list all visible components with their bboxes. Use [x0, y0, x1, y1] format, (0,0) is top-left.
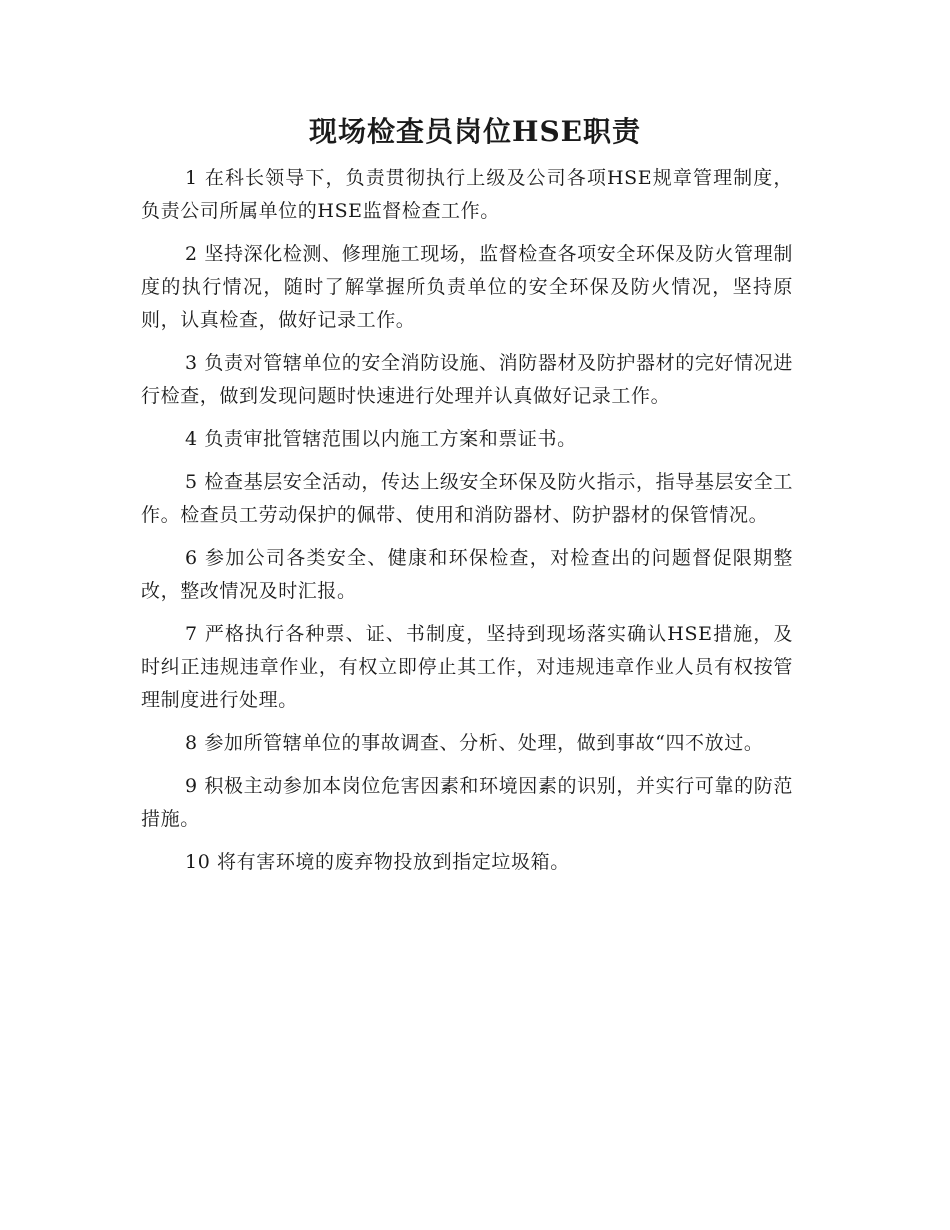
paragraph-9: 9 积极主动参加本岗位危害因素和环境因素的识别，并实行可靠的防范措施。 [141, 775, 793, 830]
paragraph-3: 3 负责对管辖单位的安全消防设施、消防器材及防护器材的完好情况进行检查，做到发现问题时快速进行处理并认真做好记录工作。 [141, 352, 793, 407]
document-body [141, 162, 793, 889]
paragraph-10: 10 将有害环境的废弃物投放到指定垃圾箱。 [185, 851, 570, 873]
paragraph-1: 1 在科长领导下，负责贯彻执行上级及公司各项HSE规章管理制度，负责公司所属单位的HSE监督检查工作。 [141, 167, 793, 222]
document-title: 现场检查员岗位HSE职责 [308, 115, 642, 148]
paragraph-2: 2 坚持深化检测、修理施工现场，监督检查各项安全环保及防火管理制度的执行情况，随时了解掌握所负责单位的安全环保及防火情况，坚持原则，认真检查，做好记录工作。 [141, 243, 793, 331]
paragraph-7: 7 严格执行各种票、证、书制度，坚持到现场落实确认HSE措施，及时纠正违规违章作业，有权立即停止其工作，对违规违章作业人员有权按管理制度进行处理。 [141, 623, 793, 711]
paragraph-4: 4 负责审批管辖范围以内施工方案和票证书。 [185, 428, 577, 450]
paragraph-8: 8 参加所管辖单位的事故调查、分析、处理，做到事故“四不放过。 [185, 732, 764, 754]
paragraph-6: 6 参加公司各类安全、健康和环保检查，对检查出的问题督促限期整改，整改情况及时汇报。 [141, 547, 793, 602]
paragraph-5: 5 检查基层安全活动，传达上级安全环保及防火指示，指导基层安全工作。检查员工劳动保护的佩带、使用和消防器材、防护器材的保管情况。 [141, 471, 793, 526]
